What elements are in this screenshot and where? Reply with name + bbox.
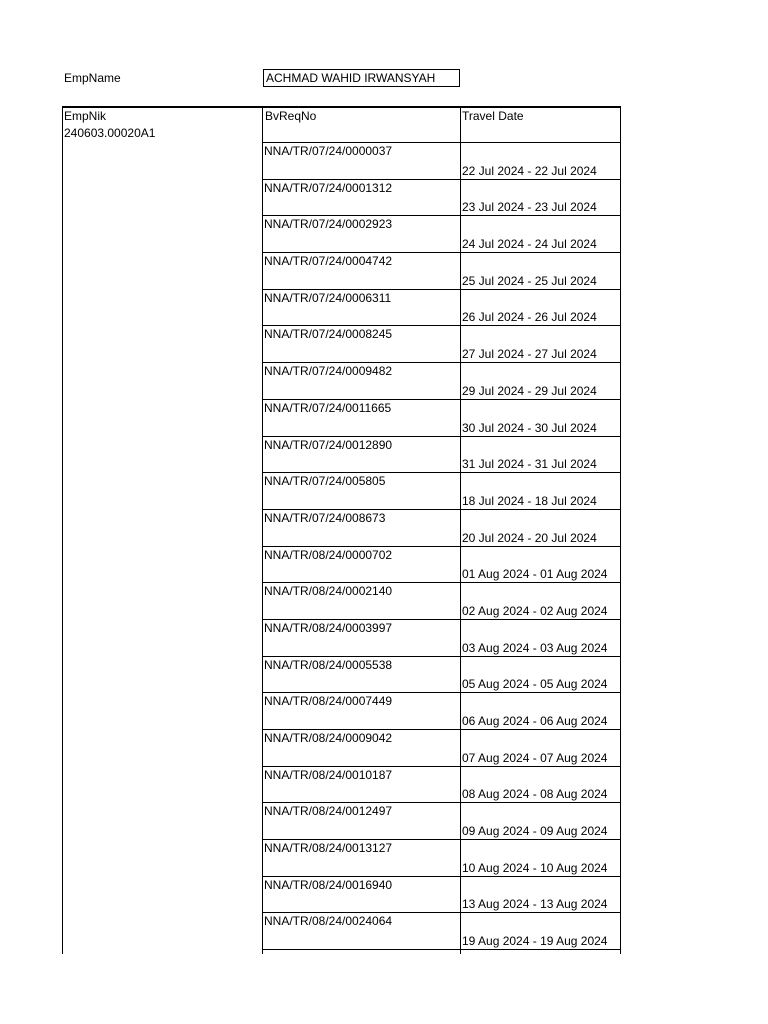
travel-date-cell: 26 Jul 2024 - 26 Jul 2024 xyxy=(462,310,597,325)
table-row xyxy=(262,473,621,510)
travel-date-cell: 19 Aug 2024 - 19 Aug 2024 xyxy=(462,934,608,949)
travel-date-cell: 01 Aug 2024 - 01 Aug 2024 xyxy=(462,567,608,582)
emp-name-value: ACHMAD WAHID IRWANSYAH xyxy=(263,69,460,87)
table-spacer-row xyxy=(262,124,621,143)
table-row xyxy=(262,767,621,804)
travel-date-cell: 31 Jul 2024 - 31 Jul 2024 xyxy=(462,457,597,472)
travel-date-cell: 09 Aug 2024 - 09 Aug 2024 xyxy=(462,824,608,839)
travel-date-cell: 24 Jul 2024 - 24 Jul 2024 xyxy=(462,237,597,252)
table-row xyxy=(262,143,621,180)
travel-date-cell: 25 Jul 2024 - 25 Jul 2024 xyxy=(462,273,597,288)
bvreqno-cell: NNA/TR/07/24/0006311 xyxy=(264,290,392,305)
travel-date-cell: 20 Jul 2024 - 20 Jul 2024 xyxy=(462,530,597,545)
table-row xyxy=(262,363,621,400)
table-row xyxy=(262,400,621,437)
bvreqno-cell: NNA/TR/08/24/0013127 xyxy=(264,841,393,856)
travel-date-cell: 07 Aug 2024 - 07 Aug 2024 xyxy=(462,750,608,765)
bvreqno-cell: NNA/TR/08/24/0024064 xyxy=(264,914,393,929)
table-row xyxy=(262,326,621,363)
bvreqno-cell: NNA/TR/07/24/0004742 xyxy=(264,254,393,269)
bvreqno-cell: NNA/TR/07/24/0009482 xyxy=(264,364,393,379)
bvreqno-cell: NNA/TR/07/24/005805 xyxy=(264,474,386,489)
bvreqno-cell: NNA/TR/07/24/008673 xyxy=(264,510,386,525)
travel-date-cell: 22 Jul 2024 - 22 Jul 2024 xyxy=(462,163,597,178)
bvreqno-cell: NNA/TR/08/24/0012497 xyxy=(264,804,393,819)
bvreqno-cell: NNA/TR/07/24/0011665 xyxy=(264,400,392,415)
emp-nik-value: 240603.00020A1 xyxy=(64,126,156,140)
bvreqno-cell: NNA/TR/07/24/0002923 xyxy=(264,217,393,232)
bvreqno-cell: NNA/TR/08/24/0016940 xyxy=(264,877,393,892)
table-row xyxy=(262,730,621,767)
emp-name-label: EmpName xyxy=(64,71,121,85)
table-row xyxy=(262,583,621,620)
travel-date-cell: 13 Aug 2024 - 13 Aug 2024 xyxy=(462,897,608,912)
bvreqno-cell: NNA/TR/07/24/0012890 xyxy=(264,437,393,452)
table-row xyxy=(262,657,621,694)
table-row xyxy=(262,290,621,327)
table-body xyxy=(62,143,621,950)
travel-date-cell: 06 Aug 2024 - 06 Aug 2024 xyxy=(462,714,608,728)
travel-date-cell: 29 Jul 2024 - 29 Jul 2024 xyxy=(462,383,597,398)
table-row xyxy=(262,840,621,877)
table-row xyxy=(262,437,621,474)
bvreqno-cell: NNA/TR/07/24/0008245 xyxy=(264,327,393,342)
table-border-left xyxy=(62,106,63,954)
travel-date-cell: 08 Aug 2024 - 08 Aug 2024 xyxy=(462,787,608,802)
column-header-bvreqno: BvReqNo xyxy=(265,109,317,123)
bvreqno-cell: NNA/TR/08/24/0010187 xyxy=(264,767,393,782)
table-row xyxy=(262,913,621,950)
travel-date-cell: 03 Aug 2024 - 03 Aug 2024 xyxy=(462,640,608,655)
travel-date-cell: 23 Jul 2024 - 23 Jul 2024 xyxy=(462,200,597,215)
bvreqno-cell: NNA/TR/08/24/0009042 xyxy=(264,731,393,745)
table-row xyxy=(262,510,621,547)
bvreqno-cell: NNA/TR/08/24/0007449 xyxy=(264,694,393,709)
table-row xyxy=(262,803,621,840)
bvreqno-cell: NNA/TR/07/24/0001312 xyxy=(264,180,393,195)
bvreqno-cell: NNA/TR/08/24/0003997 xyxy=(264,620,393,635)
travel-date-cell: 02 Aug 2024 - 02 Aug 2024 xyxy=(462,603,608,618)
bvreqno-cell: NNA/TR/08/24/0005538 xyxy=(264,657,393,672)
travel-date-cell: 30 Jul 2024 - 30 Jul 2024 xyxy=(462,420,597,435)
travel-date-cell: 27 Jul 2024 - 27 Jul 2024 xyxy=(462,347,597,362)
travel-date-cell: 18 Jul 2024 - 18 Jul 2024 xyxy=(462,493,597,508)
column-header-travel-date: Travel Date xyxy=(462,109,524,123)
travel-table xyxy=(62,106,621,950)
bvreqno-cell: NNA/TR/08/24/0000702 xyxy=(264,547,393,562)
table-row xyxy=(262,216,621,253)
bvreqno-cell: NNA/TR/08/24/0002140 xyxy=(264,584,393,599)
table-header xyxy=(62,106,621,124)
table-row xyxy=(262,547,621,584)
travel-date-cell: 10 Aug 2024 - 10 Aug 2024 xyxy=(462,860,608,875)
table-row xyxy=(262,693,621,730)
table-row xyxy=(262,180,621,217)
travel-date-cell: 05 Aug 2024 - 05 Aug 2024 xyxy=(462,677,608,692)
table-row xyxy=(262,877,621,914)
table-row xyxy=(262,620,621,657)
table-row xyxy=(262,253,621,290)
column-header-empnik: EmpNik xyxy=(64,109,107,123)
bvreqno-cell: NNA/TR/07/24/0000037 xyxy=(264,144,393,158)
